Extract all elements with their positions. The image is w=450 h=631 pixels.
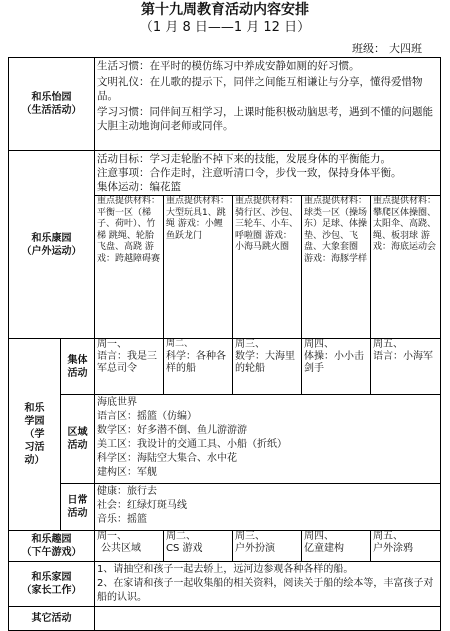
day-label: 周五、 — [373, 531, 403, 542]
group-activity-label-2: 活动 — [67, 367, 88, 379]
sports-line: 活动目标：学习走轮胎不掉下来的技能，发展身体的平衡能力。 — [97, 153, 391, 165]
sports-zone-text: 重点提供材料：骑行区、沙包、三轮车、小车、呼啦圈 游戏：小海马跳火圈 — [235, 196, 299, 252]
family-label-name: 和乐家园 — [31, 572, 72, 583]
area-activity-content — [95, 395, 441, 484]
health-row — [9, 58, 441, 151]
group-day-cell — [95, 339, 164, 395]
study-daily-row — [9, 484, 441, 531]
games-label-name: 和乐趣园 — [31, 534, 72, 545]
other-content — [95, 607, 441, 631]
health-label — [9, 58, 95, 151]
area-activity-label — [61, 395, 95, 484]
class-label: 班级： — [352, 42, 385, 55]
sports-zone-text: 重点提供材料：攀爬区体操圈、太阳伞、高跷、绳、板羽球 游戏：海底运动会 — [373, 196, 437, 252]
day-content: 亿童建构 — [304, 543, 344, 554]
games-label — [9, 531, 95, 562]
area-activity-label-1: 区域 — [67, 427, 88, 438]
family-label-type: （家长工作） — [21, 585, 82, 596]
games-day-cell — [371, 531, 441, 562]
day-content: 户外涂鸦 — [373, 543, 413, 554]
sports-line: 注意事项：合作走时，注意听清口令，步伐一致，保持身体平衡。 — [97, 167, 402, 179]
study-label-part: 习活 — [24, 442, 45, 453]
sports-line: 集体运动：编花篮 — [97, 181, 181, 193]
group-activity-label-1: 集体 — [67, 354, 88, 366]
area-activity-label-2: 活动 — [67, 440, 88, 451]
health-line: 文明礼仪：在儿歌的提示下，同伴之间能互相谦让与分享，懂得爱惜物品。 — [97, 76, 423, 102]
day-label: 周二、 — [166, 339, 194, 349]
area-line: 数学区：好多潜不倒、鱼儿游游游 — [97, 425, 247, 436]
sports-zone-text: 重点提供材料：大型玩具1、跳绳 游戏：小鲤鱼跃龙门 — [166, 196, 230, 241]
daily-activity-label — [61, 484, 95, 531]
day-content: 语言：小海军 — [373, 351, 433, 362]
study-group-row — [9, 339, 441, 395]
day-label: 周一、 — [97, 339, 127, 350]
day-label: 周五、 — [373, 339, 403, 350]
day-content: 科学：各种各样的船 — [166, 350, 226, 374]
study-label-part: 动） — [24, 455, 45, 466]
sports-content — [95, 151, 441, 196]
daily-activity-label-2: 活动 — [67, 508, 88, 519]
daily-line: 健康：旅行去 — [97, 486, 157, 497]
class-info — [348, 42, 422, 56]
health-line: 生活习惯：在平时的模仿练习中养成安静如厕的好习惯。 — [97, 60, 360, 72]
daily-activity-label-1: 日常 — [67, 495, 88, 506]
sports-zone-cell — [302, 196, 371, 339]
day-label: 周一、 — [97, 531, 127, 542]
daily-line: 音乐：摇篮 — [97, 514, 147, 525]
day-label: 周四、 — [304, 339, 334, 350]
group-day-cell — [164, 339, 233, 395]
area-line: 语言区：摇篮（仿编） — [97, 411, 197, 422]
sports-zone-cell — [371, 196, 441, 339]
day-content: 语言：我是三军总司令 — [97, 351, 157, 374]
group-activity-label — [61, 339, 95, 395]
area-line: 海底世界 — [97, 397, 137, 408]
study-area-row — [9, 395, 441, 484]
sports-zone-cell — [164, 196, 233, 339]
health-label-name: 和乐怡园 — [31, 92, 72, 103]
area-line: 建构区：军舰 — [97, 467, 157, 478]
daily-line: 社会：红绿灯斑马线 — [97, 500, 187, 511]
games-day-cell — [302, 531, 371, 562]
health-line: 学习习惯：同伴间互相学习，上课时能积极动脑思考，遇到不懂的问题能大胆主动地询问老师或同伴。 — [97, 106, 433, 132]
other-row — [9, 607, 441, 631]
games-day-cell — [233, 531, 302, 562]
sports-zone-text: 重点提供材料：球类一区（操场东）足球、体操垫、沙包、飞盘、大象套圈 游戏：海豚学样 — [304, 196, 368, 264]
area-line: 科学区：海陆空大集合、水中花 — [97, 453, 237, 464]
day-label: 周三、 — [235, 339, 265, 350]
week-dates: （1 月 8 日——1 月 12 日） — [139, 20, 311, 35]
day-label: 周二、 — [166, 531, 196, 542]
schedule-table — [8, 57, 441, 631]
day-label: 周四、 — [304, 531, 334, 542]
day-content: 体操：小小击剑手 — [304, 351, 364, 374]
day-content: 户外扮演 — [235, 543, 275, 554]
sports-zone-text: 重点提供材料：平衡一区（梯子、荷叶）、竹梯 跳绳、轮胎 飞盘、高跷 游戏：跨越障碍赛 — [97, 196, 161, 264]
daily-activity-content — [95, 484, 441, 531]
day-content: 公共区域 — [101, 543, 141, 554]
sports-zone-cell — [233, 196, 302, 339]
group-day-cell — [302, 339, 371, 395]
games-label-type: （下午游戏） — [21, 547, 82, 558]
day-content: 数学：大海里的轮船 — [235, 351, 295, 374]
games-day-cell — [164, 531, 233, 562]
study-label-part: 和乐 — [24, 403, 45, 414]
sports-label-name: 和乐康园 — [31, 232, 72, 244]
sports-info-row — [9, 151, 441, 196]
health-label-type: （生活活动） — [21, 105, 82, 116]
sports-label — [9, 151, 95, 339]
health-content — [95, 58, 441, 151]
area-line: 美工区：我设计的交通工具、小船（折纸） — [97, 439, 287, 450]
sports-zone-cell — [95, 196, 164, 339]
sports-label-type: （户外运动） — [21, 245, 82, 257]
other-label: 其它活动 — [9, 607, 95, 631]
group-day-cell — [371, 339, 441, 395]
day-content: CS 游戏 — [166, 543, 203, 554]
games-row — [9, 531, 441, 562]
study-label-part: （学 — [24, 429, 45, 440]
games-day-cell — [95, 531, 164, 562]
class-value: 大四班 — [389, 42, 422, 55]
page-title: 第十九周教育活动内容安排 — [141, 2, 309, 18]
study-label — [9, 339, 61, 531]
family-line: 2、在家请和孩子一起收集船的相关资料，阅读关于船的绘本等，丰富孩子对船的认识。 — [97, 578, 434, 603]
group-day-cell — [233, 339, 302, 395]
study-label-part: 学园 — [24, 416, 45, 427]
family-line: 1、请抽空和孩子一起去轿上，远河边参观各种各样的船。 — [97, 564, 354, 575]
day-label: 周三、 — [235, 531, 265, 542]
